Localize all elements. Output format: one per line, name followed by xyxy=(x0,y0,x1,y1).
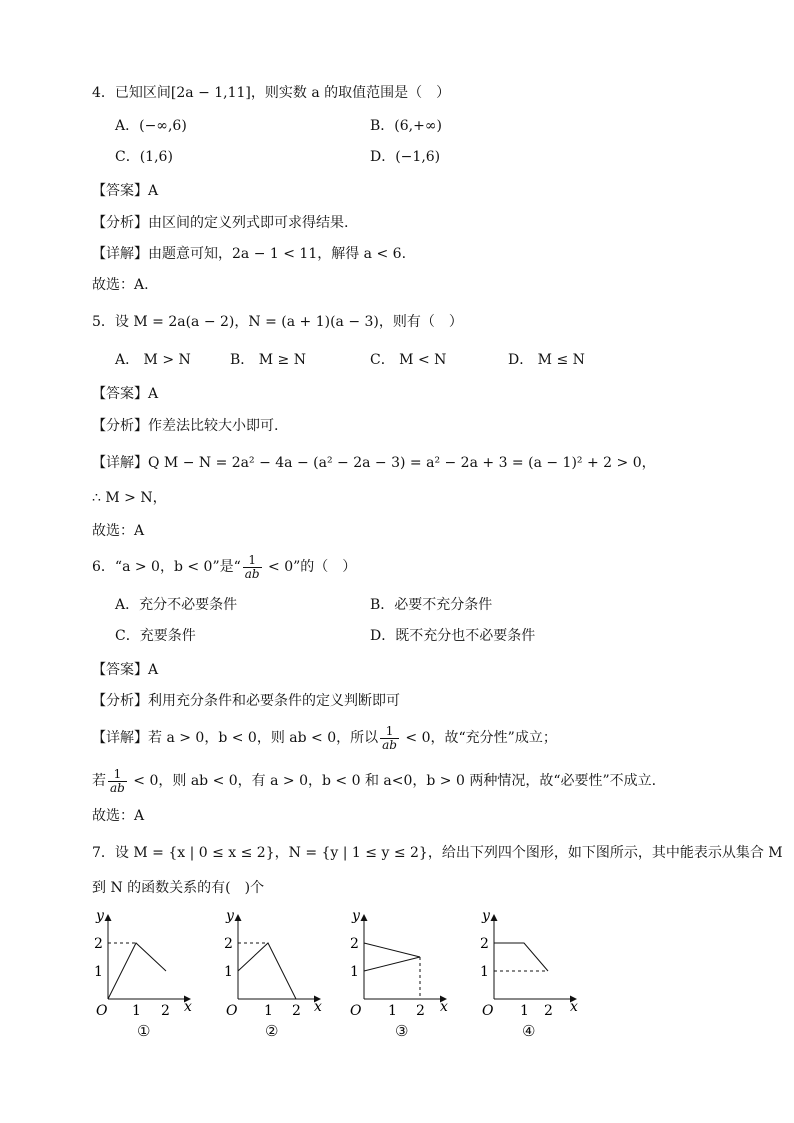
detail-tag: 【详解】 xyxy=(92,246,148,262)
detail2-pre: 若 xyxy=(92,773,106,789)
origin-label: O xyxy=(226,1003,238,1019)
q5-detail xyxy=(92,453,656,473)
answer-value: A xyxy=(148,386,159,402)
detail-pre: 若 a > 0，b < 0，则 ab < 0，所以 xyxy=(148,730,379,746)
function-graph xyxy=(108,943,166,999)
q5-analysis xyxy=(92,416,278,436)
x-label: x xyxy=(440,999,448,1015)
tick-y-1: 1 xyxy=(350,964,359,980)
q6-option-c: C．充要条件 xyxy=(115,628,196,644)
q4-conclusion: 故选：A. xyxy=(92,277,149,293)
tick-y-2: 2 xyxy=(94,936,103,952)
analysis-tag: 【分析】 xyxy=(92,215,148,231)
q5-option-a: A． M > N xyxy=(115,352,191,368)
detail2-fraction xyxy=(108,768,127,795)
q5-detail-2: ∴ M > N， xyxy=(92,490,167,506)
detail-fraction xyxy=(380,725,399,752)
tick-y-1: 1 xyxy=(224,964,233,980)
tick-y-2: 2 xyxy=(480,936,489,952)
y-label: y xyxy=(226,908,234,924)
tick-x-2: 2 xyxy=(544,1003,553,1019)
q6-analysis xyxy=(92,691,400,711)
y-label: y xyxy=(352,908,360,924)
tick-y-1: 1 xyxy=(94,964,103,980)
q7-stem-2: 到 N 的函数关系的有( )个 xyxy=(92,880,265,896)
analysis-text: 由区间的定义列式即可求得结果. xyxy=(148,215,349,231)
fraction-denominator: ab xyxy=(244,566,260,581)
tick-x-2: 2 xyxy=(292,1003,301,1019)
q6-detail xyxy=(92,722,557,754)
lower-segment xyxy=(364,957,420,971)
q6-option-a: A．充分不必要条件 xyxy=(115,597,238,613)
q4-analysis xyxy=(92,213,348,233)
graph-3 xyxy=(342,905,452,1020)
analysis-tag: 【分析】 xyxy=(92,693,148,709)
x-label: x xyxy=(184,999,192,1015)
q6-detail-2 xyxy=(92,765,656,797)
origin-label: O xyxy=(96,1003,108,1019)
answer-tag: 【答案】 xyxy=(92,662,148,678)
upper-segment xyxy=(364,943,420,957)
detail-tag: 【详解】 xyxy=(92,455,148,471)
q5-stem: 5．设 M = 2a(a − 2)，N = (a + 1)(a − 3)，则有（ ） xyxy=(92,314,463,330)
answer-tag: 【答案】 xyxy=(92,386,148,402)
tick-y-2: 2 xyxy=(350,936,359,952)
origin-label: O xyxy=(350,1003,362,1019)
q5-option-c: C． M < N xyxy=(370,352,447,368)
detail-text: 由题意可知，2a − 1 < 11，解得 a < 6. xyxy=(148,246,407,262)
answer-value: A xyxy=(148,183,159,199)
tick-y-1: 1 xyxy=(480,964,489,980)
q6-option-d: D．既不充分也不必要条件 xyxy=(370,628,536,644)
tick-x-2: 2 xyxy=(161,1003,170,1019)
origin-label: O xyxy=(482,1003,494,1019)
q4-option-a: A．(−∞,6) xyxy=(115,118,187,134)
graph-2 xyxy=(218,905,328,1020)
q4-answer xyxy=(92,181,158,201)
graph-1 xyxy=(88,905,198,1020)
detail2-post: < 0，则 ab < 0，有 a > 0，b < 0 和 a<0，b > 0 两种情况，故“必要性”不成立. xyxy=(128,773,657,789)
analysis-text: 利用充分条件和必要条件的定义判断即可 xyxy=(148,693,400,709)
y-label: y xyxy=(96,908,104,924)
q4-stem: 4．已知区间[2a − 1,11]，则实数 a 的取值范围是（ ） xyxy=(92,85,451,101)
q5-conclusion: 故选：A xyxy=(92,523,145,539)
caption-3: ③ xyxy=(395,1022,409,1040)
q7-stem: 7．设 M = {x | 0 ≤ x ≤ 2}，N = {y | 1 ≤ y ≤ 2}，给出下列四个图形，如下图所示，其中能表示从集合 M xyxy=(92,845,783,861)
function-graph xyxy=(238,943,296,999)
q6-stem-pre: 6．“a > 0，b < 0”是“ xyxy=(92,559,241,575)
q6-answer xyxy=(92,660,158,680)
q6-stem xyxy=(92,553,356,581)
q5-answer xyxy=(92,384,158,404)
q6-option-b: B．必要不充分条件 xyxy=(370,597,493,613)
tick-x-1: 1 xyxy=(264,1003,273,1019)
q4-option-c: C．(1,6) xyxy=(115,149,173,165)
caption-2: ② xyxy=(265,1022,279,1040)
fraction-numerator: 1 xyxy=(380,725,399,739)
analysis-text: 作差法比较大小即可. xyxy=(148,418,279,434)
x-label: x xyxy=(314,999,322,1015)
q5-option-d: D． M ≤ N xyxy=(508,352,585,368)
detail-text: Q M − N = 2a² − 4a − (a² − 2a − 3) = a² − 2a + 3 = (a − 1)² + 2 > 0， xyxy=(148,455,656,471)
answer-tag: 【答案】 xyxy=(92,183,148,199)
detail-tag: 【详解】 xyxy=(92,730,148,746)
q4-option-d: D．(−1,6) xyxy=(370,149,441,165)
tick-x-1: 1 xyxy=(520,1003,529,1019)
fraction-denominator: ab xyxy=(110,780,125,795)
fraction-denominator: ab xyxy=(382,737,397,752)
y-label: y xyxy=(482,908,490,924)
q4-detail xyxy=(92,244,406,264)
q6-conclusion: 故选：A xyxy=(92,808,145,824)
caption-4: ④ xyxy=(522,1022,536,1040)
answer-value: A xyxy=(148,662,159,678)
function-graph xyxy=(494,943,548,971)
q6-stem-fraction xyxy=(243,554,262,581)
caption-1: ① xyxy=(137,1022,151,1040)
analysis-tag: 【分析】 xyxy=(92,418,148,434)
tick-y-2: 2 xyxy=(224,936,233,952)
q4-option-b: B．(6,+∞) xyxy=(370,118,442,134)
detail-post: < 0，故“充分性”成立； xyxy=(400,730,557,746)
q6-stem-post: < 0”的（ ） xyxy=(263,559,357,575)
graph-4 xyxy=(474,905,584,1020)
fraction-numerator: 1 xyxy=(108,768,127,782)
tick-x-1: 1 xyxy=(388,1003,397,1019)
fraction-numerator: 1 xyxy=(243,554,262,568)
tick-x-1: 1 xyxy=(132,1003,141,1019)
x-label: x xyxy=(570,999,578,1015)
tick-x-2: 2 xyxy=(416,1003,425,1019)
q5-option-b: B． M ≥ N xyxy=(230,352,306,368)
